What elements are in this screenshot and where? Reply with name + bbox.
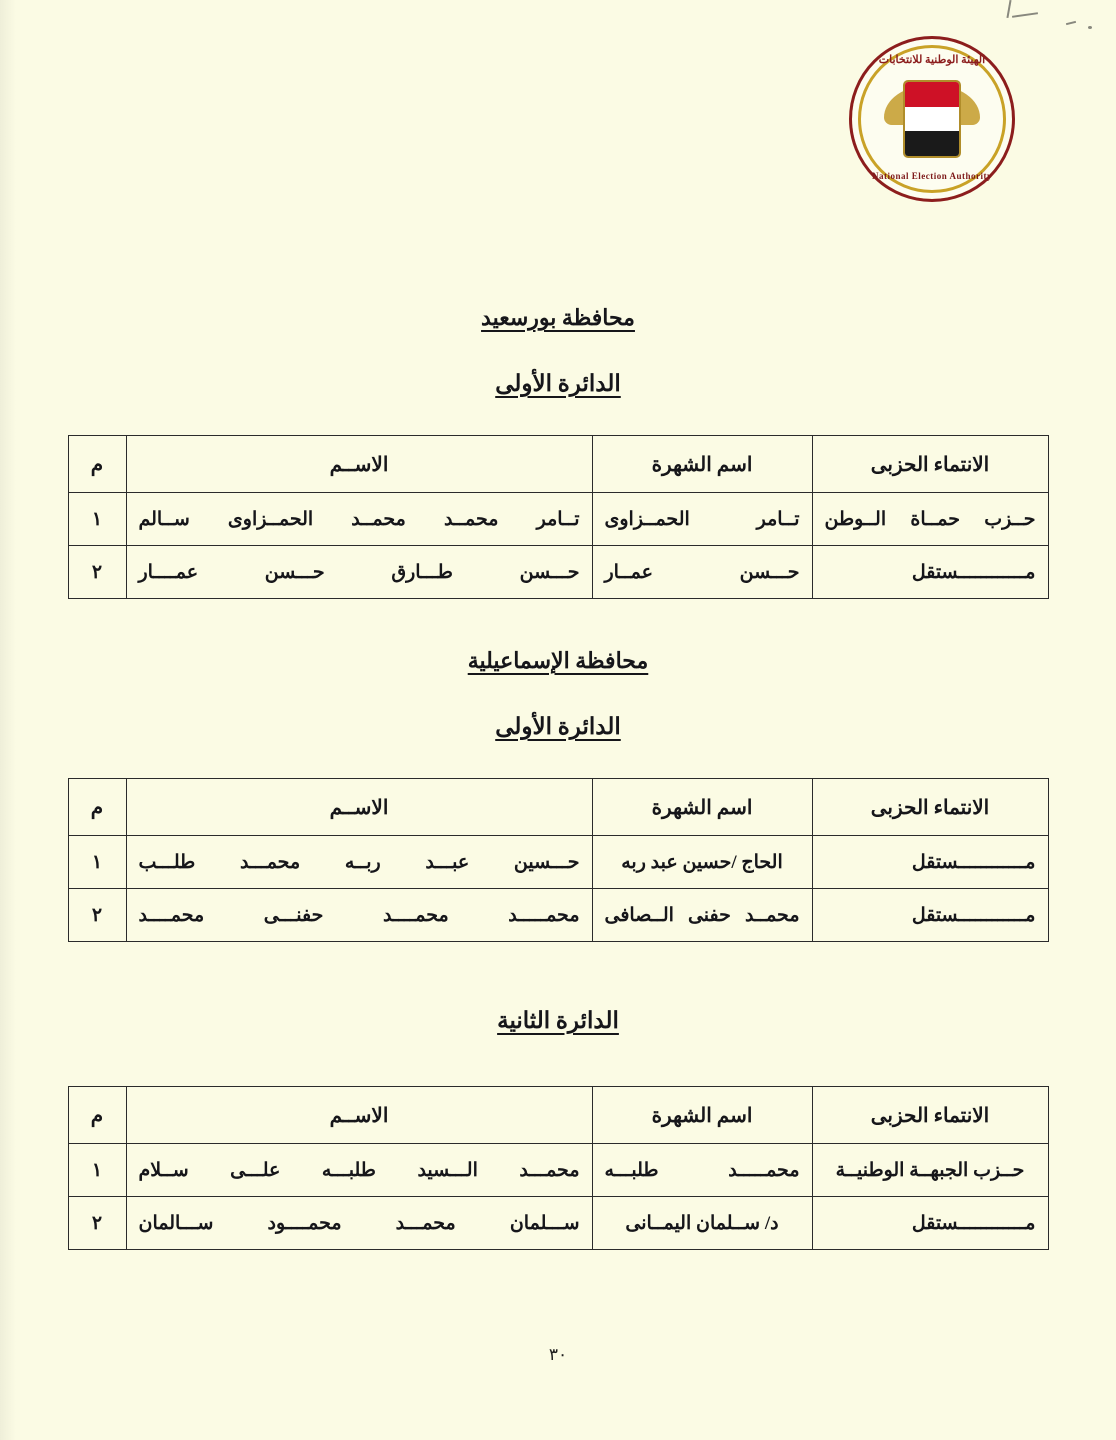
column-header-name: الاســم xyxy=(126,1087,592,1144)
column-header-num: م xyxy=(68,779,126,836)
table-row xyxy=(68,836,1048,889)
district-title: الدائرة الأولى xyxy=(495,714,621,739)
column-header-nickname: اسم الشهرة xyxy=(592,436,812,493)
logo-circle xyxy=(849,36,1015,202)
column-header-num: م xyxy=(68,436,126,493)
governorate-title: محافظة بورسعيد xyxy=(481,305,635,330)
egypt-flag-icon xyxy=(905,82,959,156)
logo-top-text: الهيئة الوطنية للانتخابات xyxy=(878,54,986,66)
governorate-title: محافظة الإسماعيلية xyxy=(467,648,649,673)
cell-name: حـــسين عبـــد ربــه محمـــد طلـــب xyxy=(126,836,592,889)
district-title: الدائرة الأولى xyxy=(495,371,621,396)
flag-band-white xyxy=(905,107,959,132)
cell-num: ٢ xyxy=(68,546,126,599)
page-number: ٣٠ xyxy=(548,1345,568,1364)
column-header-name: الاســم xyxy=(126,436,592,493)
cell-party: مــــــــــــستقل xyxy=(812,889,1048,942)
table-header-row xyxy=(68,436,1048,493)
district-title: الدائرة الثانية xyxy=(497,1008,619,1033)
column-header-party: الانتماء الحزبى xyxy=(812,1087,1048,1144)
table-header-row xyxy=(68,779,1048,836)
cell-num: ١ xyxy=(68,836,126,889)
table-header-row xyxy=(68,1087,1048,1144)
cell-nickname: د/ ســلمان اليمــانى xyxy=(592,1197,812,1250)
cell-nickname: محمــد حفنى الــصافى xyxy=(592,889,812,942)
cell-num: ٢ xyxy=(68,1197,126,1250)
cell-name: حـــسن طـــارق حـــسن عمــــار xyxy=(126,546,592,599)
column-header-num: م xyxy=(68,1087,126,1144)
cell-name: محمـــد الـــسيد طلبـــه علـــى ســلام xyxy=(126,1144,592,1197)
flag-band-black xyxy=(905,131,959,156)
cell-name: تــامر محمــد محمــد الحمــزاوى ســالم xyxy=(126,493,592,546)
cell-name: ســـلمان محمـــد محمــــود ســـالمان xyxy=(126,1197,592,1250)
table-row xyxy=(68,493,1048,546)
table-row xyxy=(68,1144,1048,1197)
column-header-party: الانتماء الحزبى xyxy=(812,436,1048,493)
cell-num: ٢ xyxy=(68,889,126,942)
table-row xyxy=(68,889,1048,942)
candidates-table xyxy=(68,778,1049,942)
cell-name: محمـــــد محمــــد حفنـــى محمــــد xyxy=(126,889,592,942)
section-ismailia-first xyxy=(0,648,1116,942)
cell-nickname: محمـــــد طلبـــه xyxy=(592,1144,812,1197)
cell-party: حــزب حمــاة الــوطن xyxy=(812,493,1048,546)
cell-party: مــــــــــــستقل xyxy=(812,836,1048,889)
national-election-authority-logo xyxy=(844,28,1020,214)
candidates-table xyxy=(68,435,1049,599)
column-header-party: الانتماء الحزبى xyxy=(812,779,1048,836)
column-header-nickname: اسم الشهرة xyxy=(592,1087,812,1144)
flag-band-red xyxy=(905,82,959,107)
cell-nickname: تــامر الحمــزاوى xyxy=(592,493,812,546)
cell-nickname: حـــسن عمــار xyxy=(592,546,812,599)
table-row xyxy=(68,546,1048,599)
logo-bottom-text: National Election Authority xyxy=(871,171,992,181)
column-header-name: الاســم xyxy=(126,779,592,836)
cell-party: مــــــــــــستقل xyxy=(812,546,1048,599)
section-ismailia-second xyxy=(0,1008,1116,1250)
section-port-said xyxy=(0,305,1116,599)
column-header-nickname: اسم الشهرة xyxy=(592,779,812,836)
cell-party: حــزب الجبهــة الوطنيــة xyxy=(812,1144,1048,1197)
table-row xyxy=(68,1197,1048,1250)
cell-party: مــــــــــــستقل xyxy=(812,1197,1048,1250)
cell-num: ١ xyxy=(68,493,126,546)
cell-num: ١ xyxy=(68,1144,126,1197)
cell-nickname: الحاج /حسين عبد ربه xyxy=(592,836,812,889)
candidates-table xyxy=(68,1086,1049,1250)
